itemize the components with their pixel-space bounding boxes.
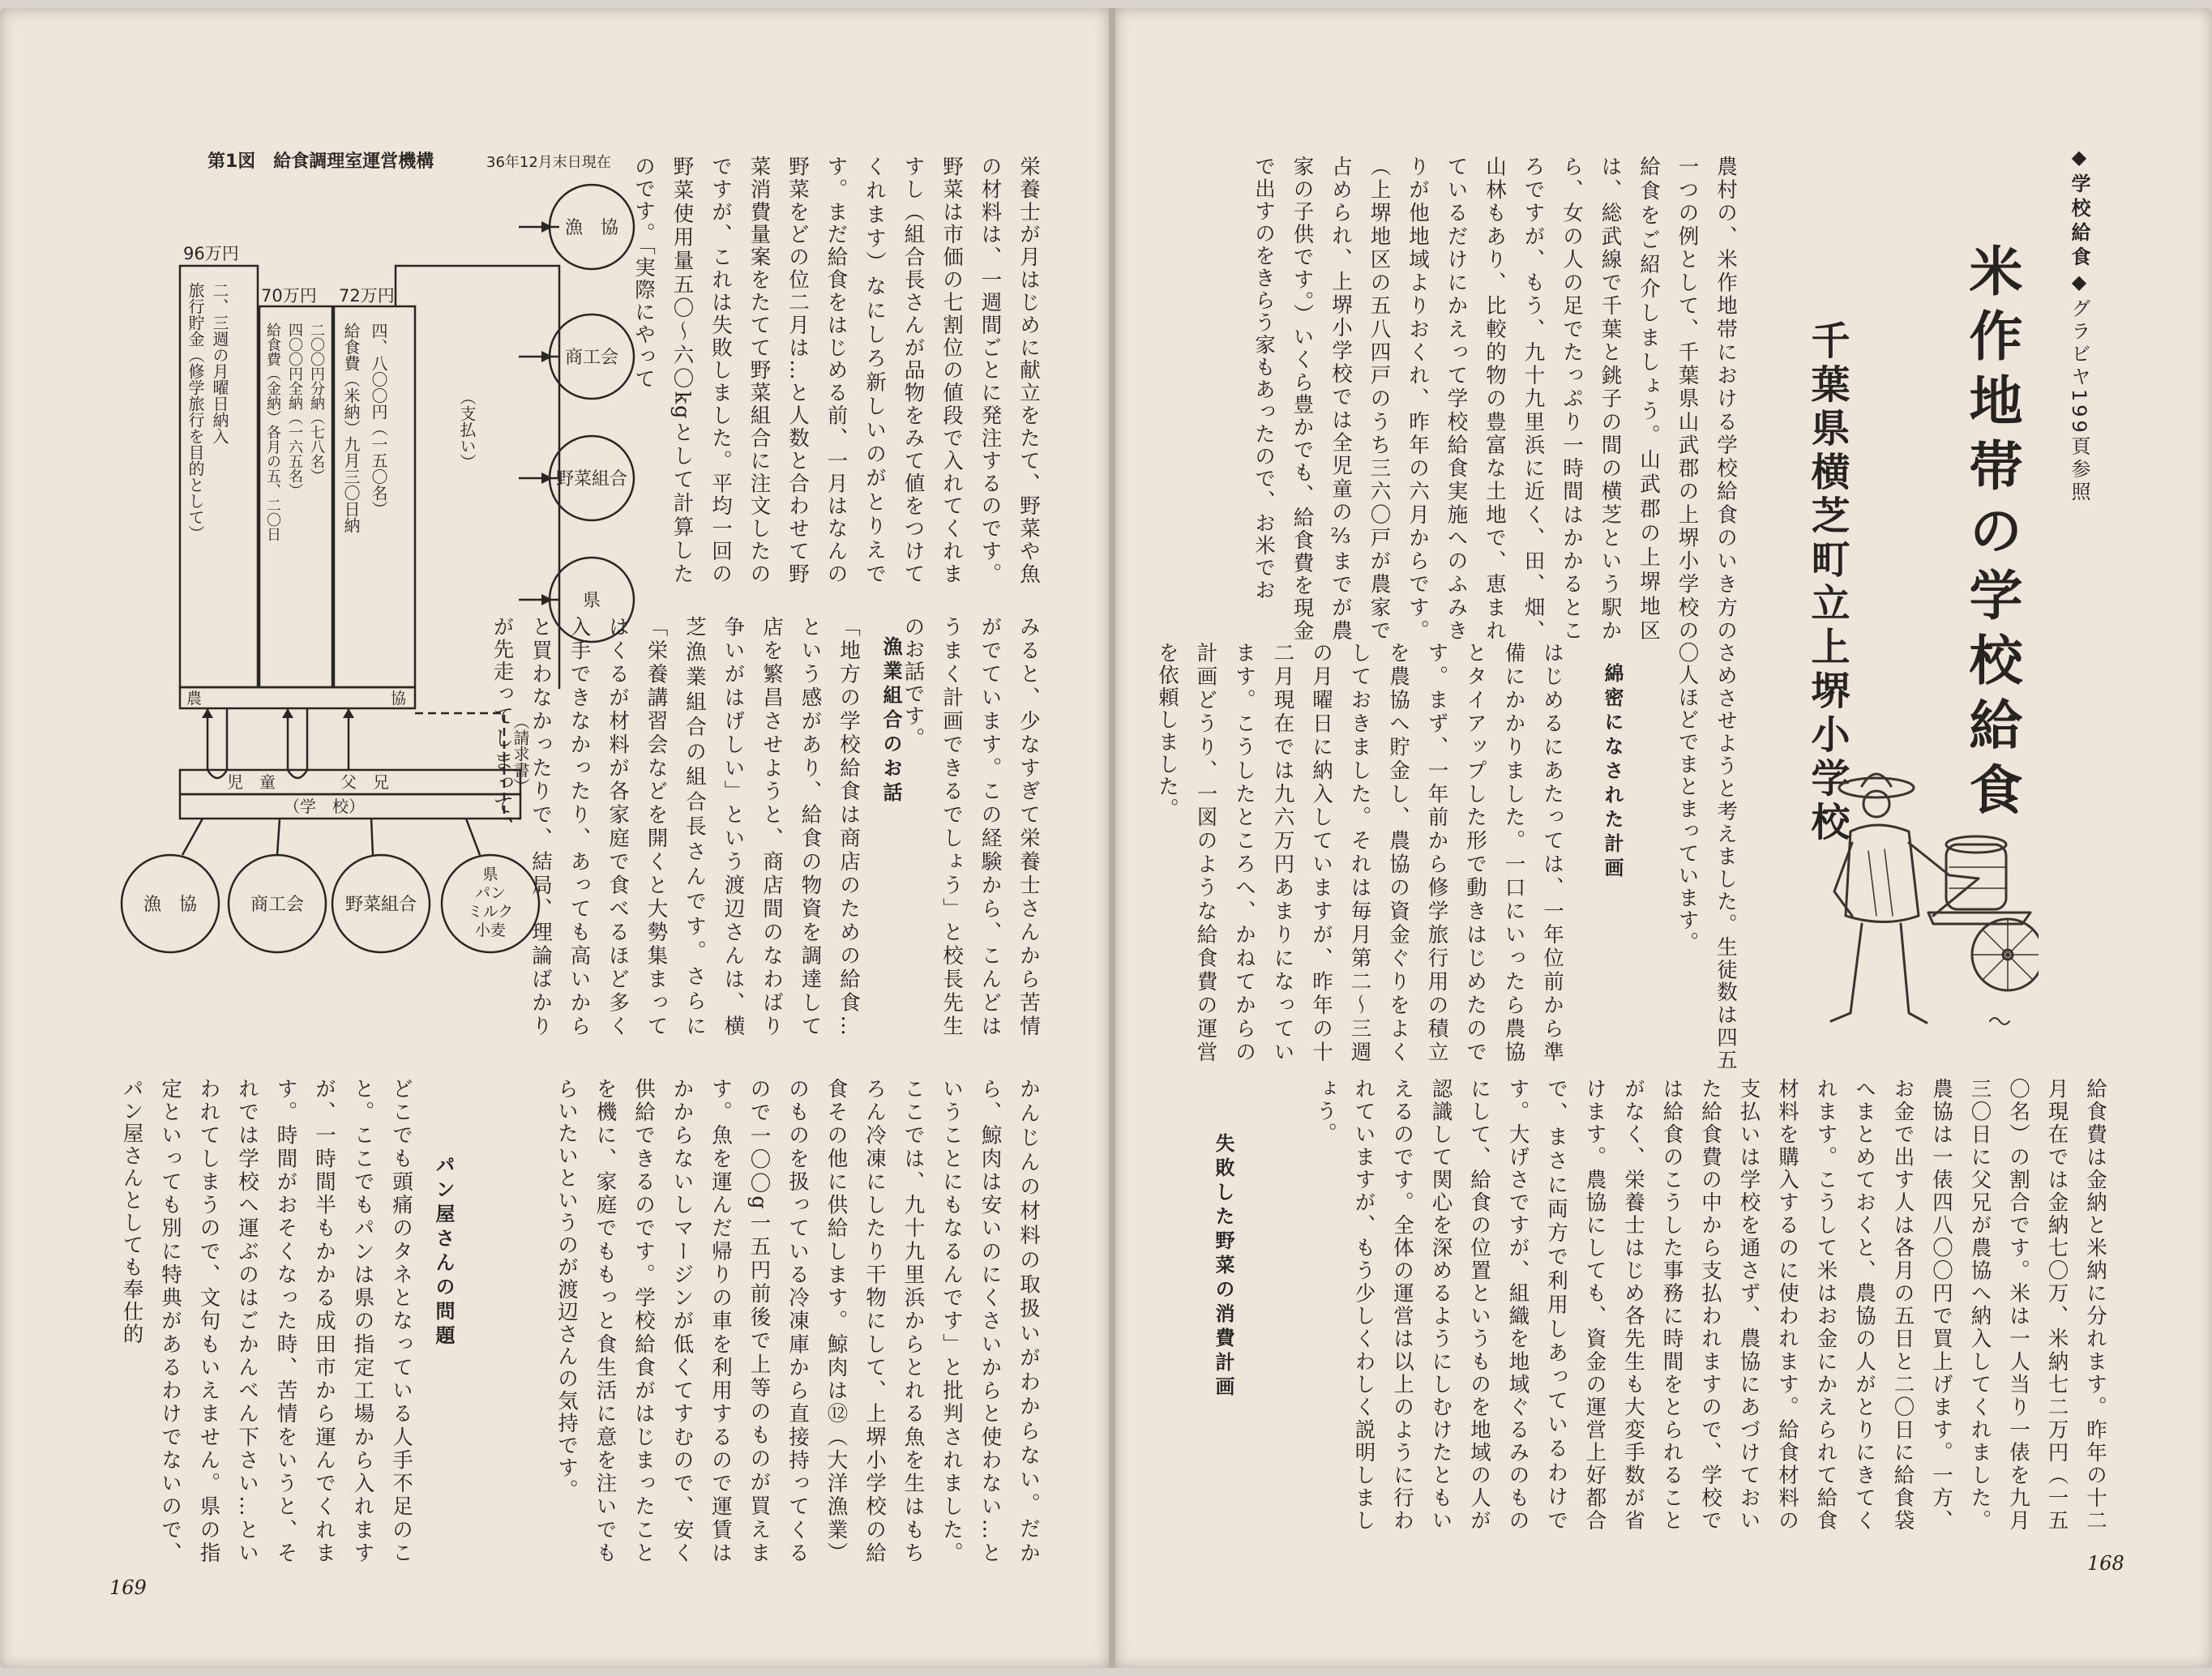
figure-1-diagram — [105, 146, 657, 989]
section-tag-label: ◆学校給食◆ — [2068, 146, 2090, 298]
bottom-org-commerce: 商工会 — [250, 895, 305, 915]
bottom-org-milk: ミルク — [467, 903, 514, 921]
right-column-3: 給食費は金納と米納に分れます。昨年の十二月現在では金納七〇万、米納七二万円（一五〇名）の割合です。米は一人当り一俵を九月三〇日に父兄が農協へ納入してくれました。農協は一俵四八〇〇円で買上げます。一方、お金で出す人は各月の五日と二〇日に給食袋へまとめておくと、農協の人がとりにきてくれます。こうして米はお金にかえられて給食材料を購入するのに使われます。給食材料の支払いは学校を通さず、農協にあづけておいた給食費の中から支払われますので、学校では給食のこうした事務に時間をとられることがなく、栄養士はじめ各先生も大変手数が省けます。農協にしても、資金の運営上好都合で、まさに両方で利用しあっているわけです。大げさですが、組織を地域ぐるみのものにして、給食の位置というものを地域の人が認識して関心を深めるようにしむけたともいえるのです。全体の運営は以上のように行われていますが、もう少しくわしく説明しましょう。 — [1313, 1078, 2107, 1532]
top-org-commerce: 商工会 — [564, 348, 619, 368]
bottom-org-fishery: 漁 協 — [143, 895, 198, 915]
page-number-right: 168 — [2087, 1552, 2124, 1575]
box-rice-fee: 四、八〇〇円（一五〇名） 給食費（米納）九月三〇日納 — [341, 323, 388, 533]
book-gutter — [1109, 8, 1115, 1668]
amount-travel-savings: 96万円 — [183, 244, 239, 263]
coop-label-left: 農 — [186, 690, 203, 708]
top-org-fishery: 漁 協 — [564, 218, 619, 238]
left-column-1: 栄養士が月はじめに献立をたて、野菜や魚の材料は、一週間ごとに発注するのです。野菜は市価の七割位の値段で入れてくれますし（組合長さんが品物をみて値をつけてくれます）なにしろ新しいのがとりえです。まだ給食をはじめる前、一月はなんの野菜をどの位二月は…と人数と合わせて野菜消費量案をたてて野菜組合に注文したのですが、これは失敗しました。平均一回の野菜使用量五〇〜六〇kgとして計算したのです。「実際にやって — [631, 156, 1041, 585]
school-label: （学 校） — [284, 797, 365, 816]
box-travel-savings: 二、三週の月曜日納入 旅行貯金（修学旅行を目的として） — [186, 282, 229, 541]
bottom-org-bread: パン — [474, 884, 507, 902]
heading-bakery-problem: パン屋さんの問題 — [432, 1155, 455, 1349]
intro-column: 農村の、米作地帯における学校給食のいき方の一つの例として、千葉県山武郡の上堺小学校の給食をご紹介しましょう。山武郡の上堺地区は、総武線で千葉と銚子の間の横芝という駅から、女の人の足でたっぷり一時間はかかるところですが、もう、九十九里浜に近く、田、畑、山林もあり、比較的物の豊富な土地で、恵まれているだけにかえって学校給食実施へのふみきりが他地域よりおくれ、昨年の六月からです。（上堺地区の五八四戸のうち三六〇戸が農家で占められ、上堺小学校では全児童の⅔までが農家の子供です。）いくら豊かでも、給食費を現金で出すのをきらう家もあったので、お米でお — [1251, 156, 1738, 642]
left-column-3a: かんじんの材料の取扱いがわからない。だから、鯨肉は安いのにくさいからと使わない…ということにもなるんです」と批判されました。ここでは、九十九里浜からとれる魚を生はもちろん冷凍にしたり干物にして、上堺小学校の給食その他に供給します。鯨肉は⑫（大洋漁業）のものを扱っている冷凍庫から直接持ってくるので一〇〇g一五円前後で上等のものが買えます。魚を運んだ帰りの車を利用するので運賃はかからないしマージンが低くてすむので、安く供給できるのです。学校給食がはじまったことを機に、家庭でももっと食生活に意を注いでもらいたいというのが渡辺さんの気持です。 — [554, 1078, 1041, 1564]
invoice-label: （請求書） — [511, 713, 530, 794]
left-column-2a: みると、少なすぎて栄養士さんから苦情がでています。この経験から、こんどはうまく計画できるでしょう」と校長先生のお話です。 — [901, 616, 1041, 1037]
top-org-prefecture: 県 — [582, 591, 601, 611]
section-tag — [2065, 146, 2094, 504]
top-org-vegetable: 野菜組合 — [555, 469, 628, 490]
article-title: 米作地帯の学校給食 — [1960, 243, 2023, 827]
bottom-org-prefecture: 県 — [482, 866, 498, 883]
left-column-3b: どこでも頭痛のタネとなっている人手不足のこと。ここでもパンは県の指定工場から入れますが、一時間半もかかる成田市から運んでくれます。時間がおそくなった時、苦情をいうと、それでは学校へ運ぶのはごかんべん下さい…といわれてしまうので、文句もいえません。県の指定といっても別に特典があるわけでないので、パン屋さんとしても奉仕的 — [119, 1078, 413, 1564]
bottom-org-vegetable: 野菜組合 — [344, 895, 417, 915]
payment-label: （支払い） — [457, 389, 477, 470]
heading-failed-vegetable-plan: 失敗した野菜の消費計画 — [1212, 1133, 1234, 1400]
coop-label-right: 協 — [391, 690, 407, 708]
right-column-2a: さめさせようと考えました。生徒数は四五〇人ほどでまとまっています。 — [1675, 642, 1738, 1071]
bottom-org-wheat: 小麦 — [474, 921, 507, 939]
amount-cash-fee: 70万円 — [261, 286, 317, 306]
heading-careful-planning: 綿密になされた計画 — [1601, 663, 1624, 882]
page-number-left: 169 — [109, 1576, 147, 1599]
right-column-2b: はじめるにあたっては、一年位前から準備にかかりました。一口にいったら農協とタイアップした形で動きはじめたのです。まず、一年前から修学旅行用の積立を農協へ貯金し、農協の資金ぐりをよくしておきました。それは毎月第二〜三週の月曜日に納入していますが、昨年の十二月現在では九六万円あまりになっています。こうしたところへ、かねてからの計画どうり、一図のような給食費の運営を依頼しました。 — [1155, 642, 1564, 1063]
gravure-reference: グラビヤ199頁参照 — [2068, 298, 2090, 504]
amount-rice-fee: 72万円 — [339, 286, 395, 306]
left-column-2b: 「地方の学校給食は商店のための給食…という感があり、給食の物資を調達して店を繁昌させようと、商店間のなわばり争いがはげしい」という渡辺さんは、横芝漁業組合の組合長さんです。さらに「栄養講習会などを開くと大勢集まってはくるが材料が各家庭で食べるほど多く入手できなかったり、あっても高いからと買わなかったりで、結局、理論ばかりが先走ってしまって、 — [490, 616, 861, 1037]
figure-label: 第1図 給食調理室運営機構 — [208, 152, 434, 172]
figure-date-note: 36年12月末日現在 — [486, 154, 611, 171]
heading-fishery-cooperative: 漁業組合のお話 — [879, 636, 902, 806]
farmer-cart-illustration — [1787, 754, 2039, 1045]
children-label: 児 童 — [227, 772, 276, 792]
parents-label: 父 兄 — [340, 772, 389, 792]
box-cash-fee: 二〇〇円分納（七八名） 四〇〇円全納（一六五名） 給食費（金納）各月の五、二〇日 — [264, 323, 325, 541]
article-subtitle: 千葉県横芝町立上堺小学校 — [1804, 320, 1850, 845]
